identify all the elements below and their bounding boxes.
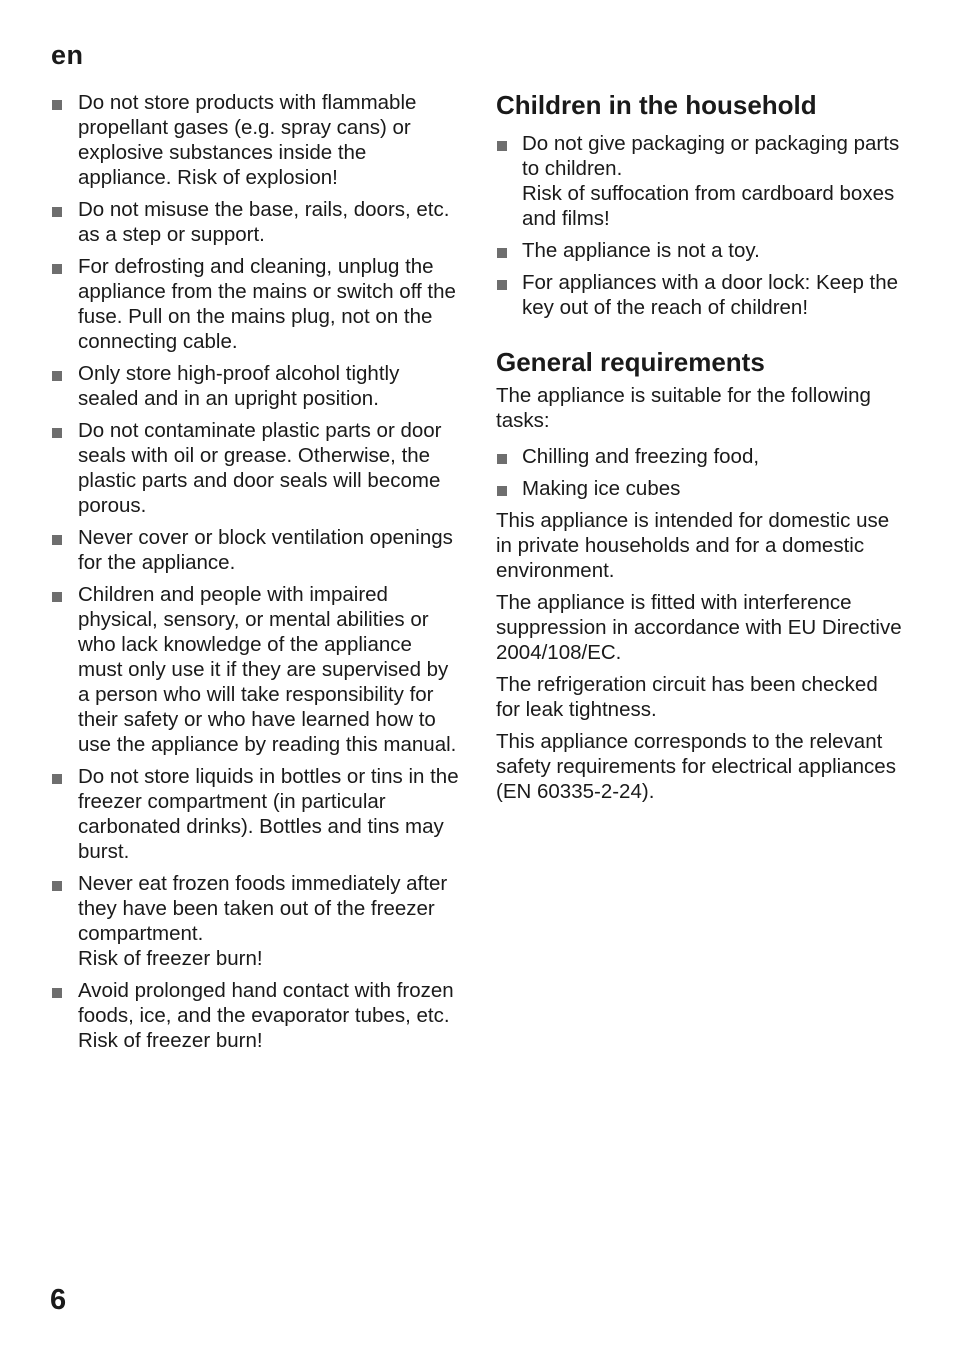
list-item-text: Do not misuse the base, rails, doors, etc. as a step or support.: [78, 198, 450, 246]
square-bullet-icon: [497, 141, 507, 151]
general-requirements-heading: General requirements: [496, 347, 765, 377]
list-item-text: Do not give packaging or packaging parts to children.: [522, 132, 900, 180]
square-bullet-icon: [52, 207, 62, 217]
right-column: [496, 88, 906, 811]
list-item: [496, 131, 906, 231]
list-item-text: Never eat frozen foods immediately after they have been taken out of the freezer compartment.: [78, 872, 448, 945]
list-item-text: Children and people with impaired physical, sensory, or mental abilities or who lack knowledge of the appliance must only use it if they are supervised by a person who will take responsibility for their safety or who have learned how to use the appliance by reading this manual.: [78, 583, 457, 756]
square-bullet-icon: [52, 264, 62, 274]
square-bullet-icon: [52, 988, 62, 998]
list-item-text: Do not store liquids in bottles or tins in the freezer compartment (in particular carbonated drinks). Bottles and tins may burst.: [78, 765, 459, 863]
list-item: [496, 444, 906, 469]
list-item-text: Only store high-proof alcohol tightly sealed and in an upright position.: [78, 362, 400, 410]
square-bullet-icon: [52, 535, 62, 545]
square-bullet-icon: [497, 280, 507, 290]
square-bullet-icon: [52, 881, 62, 891]
list-item: [51, 197, 461, 247]
tasks-list: [496, 444, 906, 501]
list-item-text: The appliance is not a toy.: [522, 239, 760, 262]
list-item-text: Do not contaminate plastic parts or door seals with oil or grease. Otherwise, the plastic parts and door seals will become porous.: [78, 419, 442, 517]
list-item-text: Risk of suffocation from cardboard boxes and films!: [522, 182, 895, 230]
safety-instructions-list: [51, 90, 461, 1053]
list-item: [51, 90, 461, 190]
square-bullet-icon: [497, 248, 507, 258]
paragraph: The refrigeration circuit has been checked for leak tightness.: [496, 673, 878, 721]
square-bullet-icon: [52, 371, 62, 381]
children-heading: Children in the household: [496, 90, 817, 120]
list-item-text: Risk of freezer burn!: [78, 947, 263, 970]
list-item: [51, 978, 461, 1053]
paragraph: This appliance corresponds to the relevant safety requirements for electrical appliances (EN 60335-2-24).: [496, 730, 896, 803]
list-item: [51, 525, 461, 575]
square-bullet-icon: [497, 486, 507, 496]
list-item: [496, 270, 906, 320]
paragraph: The appliance is fitted with interference suppression in accordance with EU Directive 2004/108/EC.: [496, 591, 902, 664]
safety-list-column: [51, 90, 461, 1060]
children-list: [496, 131, 906, 320]
list-item-text: Risk of freezer burn!: [78, 1029, 263, 1052]
list-item-text: For appliances with a door lock: Keep the key out of the reach of children!: [522, 271, 899, 319]
paragraph: This appliance is intended for domestic use in private households and for a domestic environment.: [496, 509, 890, 582]
general-intro: The appliance is suitable for the following tasks:: [496, 384, 871, 432]
list-item-text: Avoid prolonged hand contact with frozen foods, ice, and the evaporator tubes, etc.: [78, 979, 454, 1027]
list-item: [51, 871, 461, 971]
list-item: [51, 418, 461, 518]
list-item-text: Making ice cubes: [522, 477, 681, 500]
list-item: [51, 361, 461, 411]
list-item: [51, 254, 461, 354]
list-item-text: For defrosting and cleaning, unplug the appliance from the mains or switch off the fuse. Pull on the mains plug, not on the connecting cable.: [78, 255, 456, 353]
list-item-text: Do not store products with flammable propellant gases (e.g. spray cans) or explosive substances inside the appliance. Risk of explosion!: [78, 91, 417, 189]
square-bullet-icon: [497, 454, 507, 464]
list-item: [496, 238, 906, 263]
list-item-text: Chilling and freezing food,: [522, 445, 760, 468]
square-bullet-icon: [52, 592, 62, 602]
square-bullet-icon: [52, 428, 62, 438]
square-bullet-icon: [52, 100, 62, 110]
list-item: [51, 582, 461, 757]
general-paragraphs: [496, 508, 906, 804]
language-code: en: [51, 40, 84, 70]
list-item: [496, 476, 906, 501]
list-item-text: Never cover or block ventilation openings for the appliance.: [78, 526, 453, 574]
square-bullet-icon: [52, 774, 62, 784]
page-number: 6: [50, 1284, 67, 1316]
list-item: [51, 764, 461, 864]
